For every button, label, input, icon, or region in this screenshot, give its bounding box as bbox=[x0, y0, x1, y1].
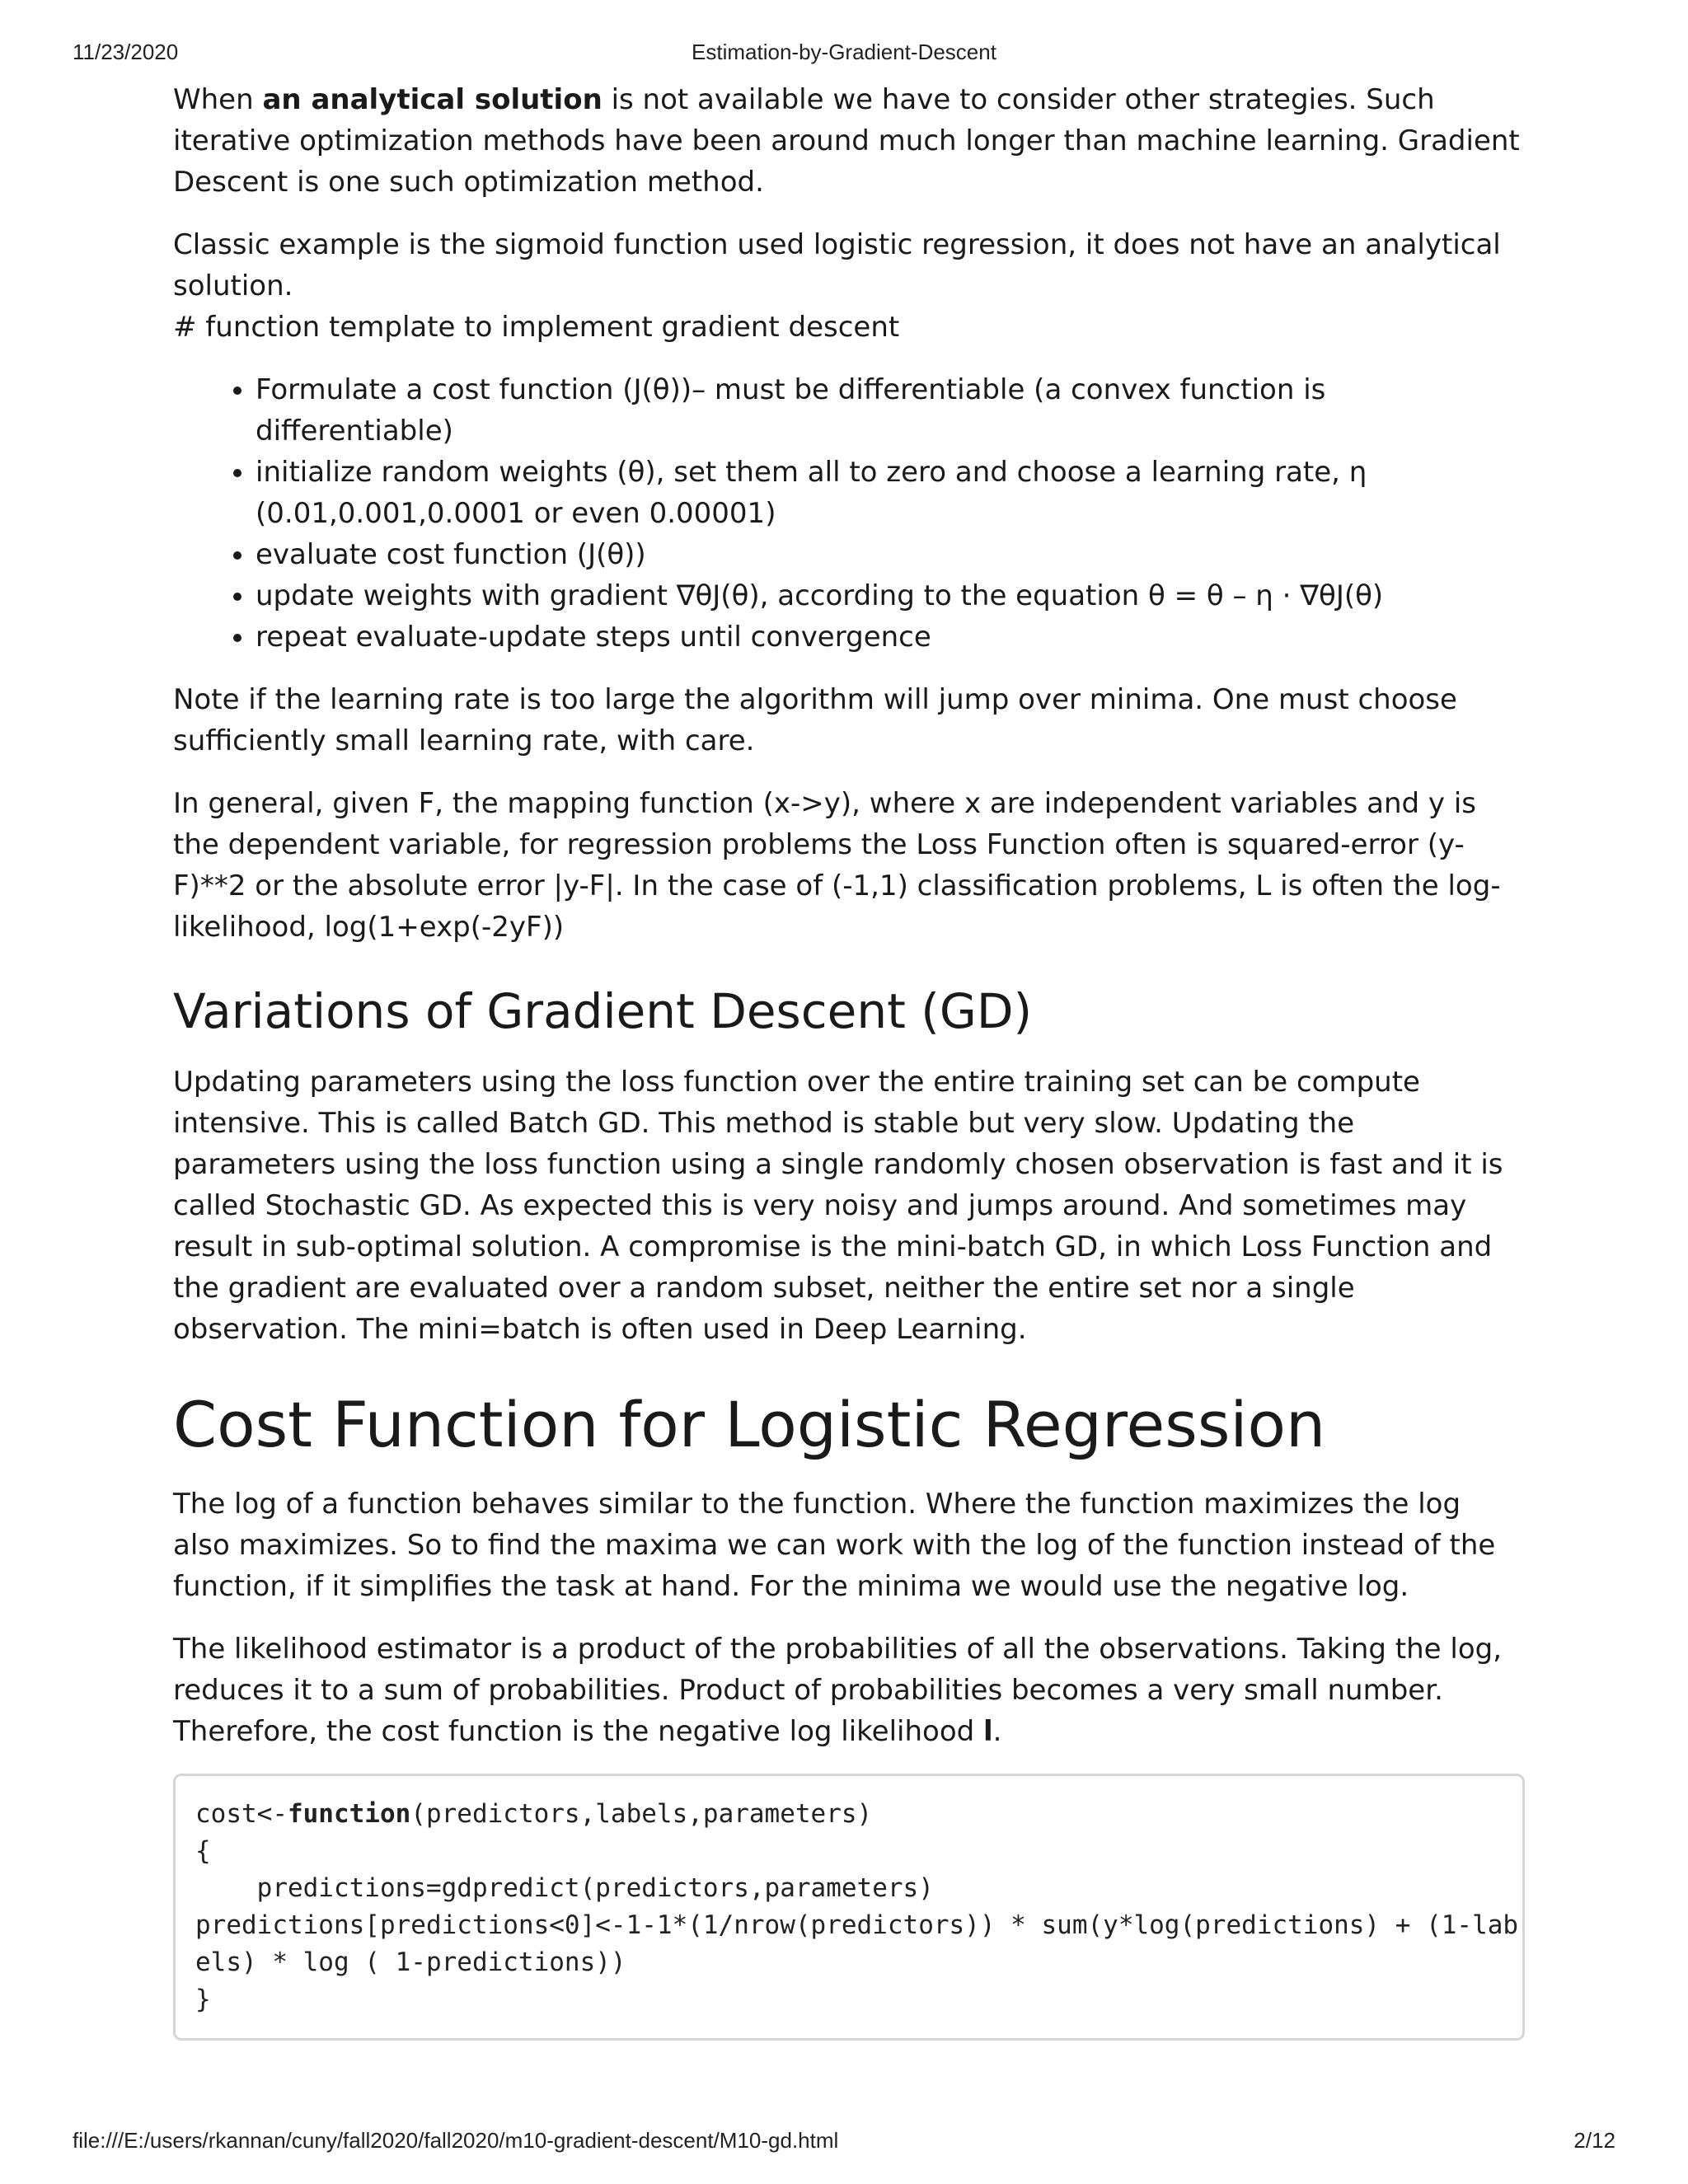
document-content bbox=[173, 79, 1525, 2041]
template-comment: # function template to implement gradient descent bbox=[173, 311, 900, 344]
print-file-path: file:///E:/users/rkannan/cuny/fall2020/fall2020/m10-gradient-descent/M10-gd.html bbox=[73, 2128, 839, 2153]
intro-paragraph bbox=[173, 79, 1525, 203]
cost-function-code-block bbox=[173, 1774, 1525, 2041]
code-line bbox=[195, 1796, 1503, 1833]
learning-rate-note: Note if the learning rate is too large the algorithm will jump over minima. One must choose sufficiently small learning rate, with care. bbox=[173, 683, 1457, 757]
variations-paragraph: Updating parameters using the loss function over the entire training set can be compute intensive. This is called Batch GD. This method is stable but very slow. Updating the parameters using the loss function using a single randomly chosen observation is fast and it is called Stochastic GD. As expected this is very noisy and jumps around. And sometimes may result in sub-optimal solution. A compromise is the mini-batch GD, in which Loss Function and the gradient are evaluated over a random subset, neither the entire set nor a single observation. The mini=batch is often used in Deep Learning. bbox=[173, 1066, 1503, 1346]
loss-function-paragraph: In general, given F, the mapping function (x->y), where x are independent variables and y is the dependent variable, for regression problems the Loss Function often is squared-error (y-F)**2 or the absolute error |y-F|. In the case of (-1,1) classification problems, L is often the log-likelihood, log(1+exp(-2yF)) bbox=[173, 787, 1501, 944]
code-line: { bbox=[195, 1836, 211, 1866]
print-page-title: Estimation-by-Gradient-Descent bbox=[692, 40, 996, 64]
code-line: } bbox=[195, 1985, 211, 2014]
analytical-solution-emphasis: an analytical solution bbox=[262, 83, 603, 116]
intro-text-start: When bbox=[173, 83, 263, 116]
sigmoid-example-paragraph bbox=[173, 224, 1525, 348]
gradient-descent-steps-list bbox=[173, 369, 1525, 658]
sigmoid-example-text: Classic example is the sigmoid function used logistic regression, it does not have an analytical solution. bbox=[173, 228, 1501, 302]
code-line: predictions[predictions<0]<-1-1*(1/nrow(predictors)) * sum(y*log(predictions) + (1-lab bbox=[195, 1910, 1519, 1940]
likelihood-symbol: l bbox=[983, 1715, 993, 1748]
list-item: • repeat evaluate-update steps until convergence bbox=[256, 616, 1525, 658]
code-line: predictions=gdpredict(predictors,parameters) bbox=[195, 1873, 934, 1903]
code-line: els) * log ( 1-predictions)) bbox=[195, 1947, 626, 1977]
likelihood-text: The likelihood estimator is a product of the probabilities of all the observations. Taking the log, reduces it to a sum of probabilities. Product of probabilities becomes a very small number. Therefore, the cost function is the negative log likelihood bbox=[173, 1633, 1503, 1748]
code-args: (predictors,labels,parameters) bbox=[410, 1799, 873, 1829]
code-keyword: function bbox=[287, 1799, 411, 1829]
print-page-number: 2/12 bbox=[1573, 2128, 1615, 2153]
intro-text-end: is not available we have to consider other strategies. Such iterative optimization methods have been around much longer than machine learning. Gradient Descent is one such optimization method. bbox=[173, 83, 1520, 199]
log-function-paragraph: The log of a function behaves similar to the function. Where the function maximizes the log also maximizes. So to find the maxima we can work with the log of the function instead of the function, if it simplifies the task at hand. For the minima we would use the negative log. bbox=[173, 1488, 1496, 1603]
list-item: • evaluate cost function (J(θ)) bbox=[256, 534, 1525, 575]
cost-function-heading: Cost Function for Logistic Regression bbox=[173, 1388, 1326, 1461]
list-item: • initialize random weights (θ), set them all to zero and choose a learning rate, η (0.01,0.001,0.0001 or even 0.00001) bbox=[256, 452, 1525, 534]
list-item: • Formulate a cost function (J(θ))– must be differentiable (a convex function is differentiable) bbox=[256, 369, 1525, 452]
likelihood-period: . bbox=[992, 1715, 1002, 1748]
list-item: • update weights with gradient ∇θJ(θ), according to the equation θ = θ – η · ∇θJ(θ) bbox=[256, 575, 1525, 616]
print-date: 11/23/2020 bbox=[73, 40, 179, 64]
likelihood-paragraph bbox=[173, 1629, 1525, 1752]
variations-heading: Variations of Gradient Descent (GD) bbox=[173, 983, 1033, 1039]
code-assign: cost<- bbox=[195, 1799, 288, 1829]
